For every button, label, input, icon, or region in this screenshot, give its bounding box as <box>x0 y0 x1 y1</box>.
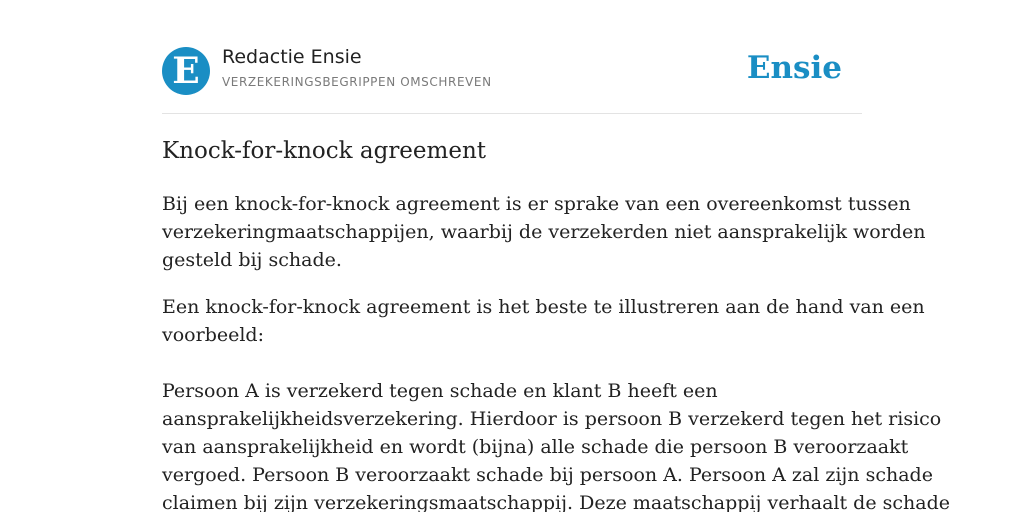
author-subtitle[interactable]: VERZEKERINGSBEGRIPPEN OMSCHREVEN <box>222 75 492 89</box>
text-line: Bij een knock-for-knock agreement is er sprake van een overeenkomst tussen <box>162 193 911 215</box>
text-line: aansprakelijkheidsverzekering. Hierdoor is persoon B verzekerd tegen het risico <box>162 408 942 430</box>
line-break-gap <box>162 349 862 377</box>
article-body <box>162 190 950 512</box>
text-line: van aansprakelijkheid en wordt (bijna) alle schade die persoon B veroorzaakt <box>162 436 909 458</box>
author-avatar[interactable]: E <box>162 47 210 95</box>
text-line: vergoed. Persoon B veroorzaakt schade bij persoon A. Persoon A zal zijn schade <box>162 464 933 486</box>
brand-logo[interactable]: Ensie <box>746 50 842 86</box>
author-name[interactable]: Redactie Ensie <box>222 46 362 68</box>
article-container <box>162 0 950 512</box>
text-line: Een knock-for-knock agreement is het beste te illustreren aan de hand van een <box>162 296 925 318</box>
text-line: Persoon A is verzekerd tegen schade en klant B heeft een <box>162 380 718 402</box>
text-line: gesteld bij schade. <box>162 249 342 271</box>
paragraph-2 <box>162 293 950 512</box>
text-line: claimen bij zijn verzekeringsmaatschappij. Deze maatschappij verhaalt de schade <box>162 492 950 512</box>
text-line: verzekeringmaatschappijen, waarbij de verzekerden niet aansprakelijk worden <box>162 221 926 243</box>
paragraph-1 <box>162 190 926 274</box>
article-header <box>162 0 862 114</box>
text-line: voorbeeld: <box>162 324 264 346</box>
article-title: Knock-for-knock agreement <box>162 138 487 164</box>
